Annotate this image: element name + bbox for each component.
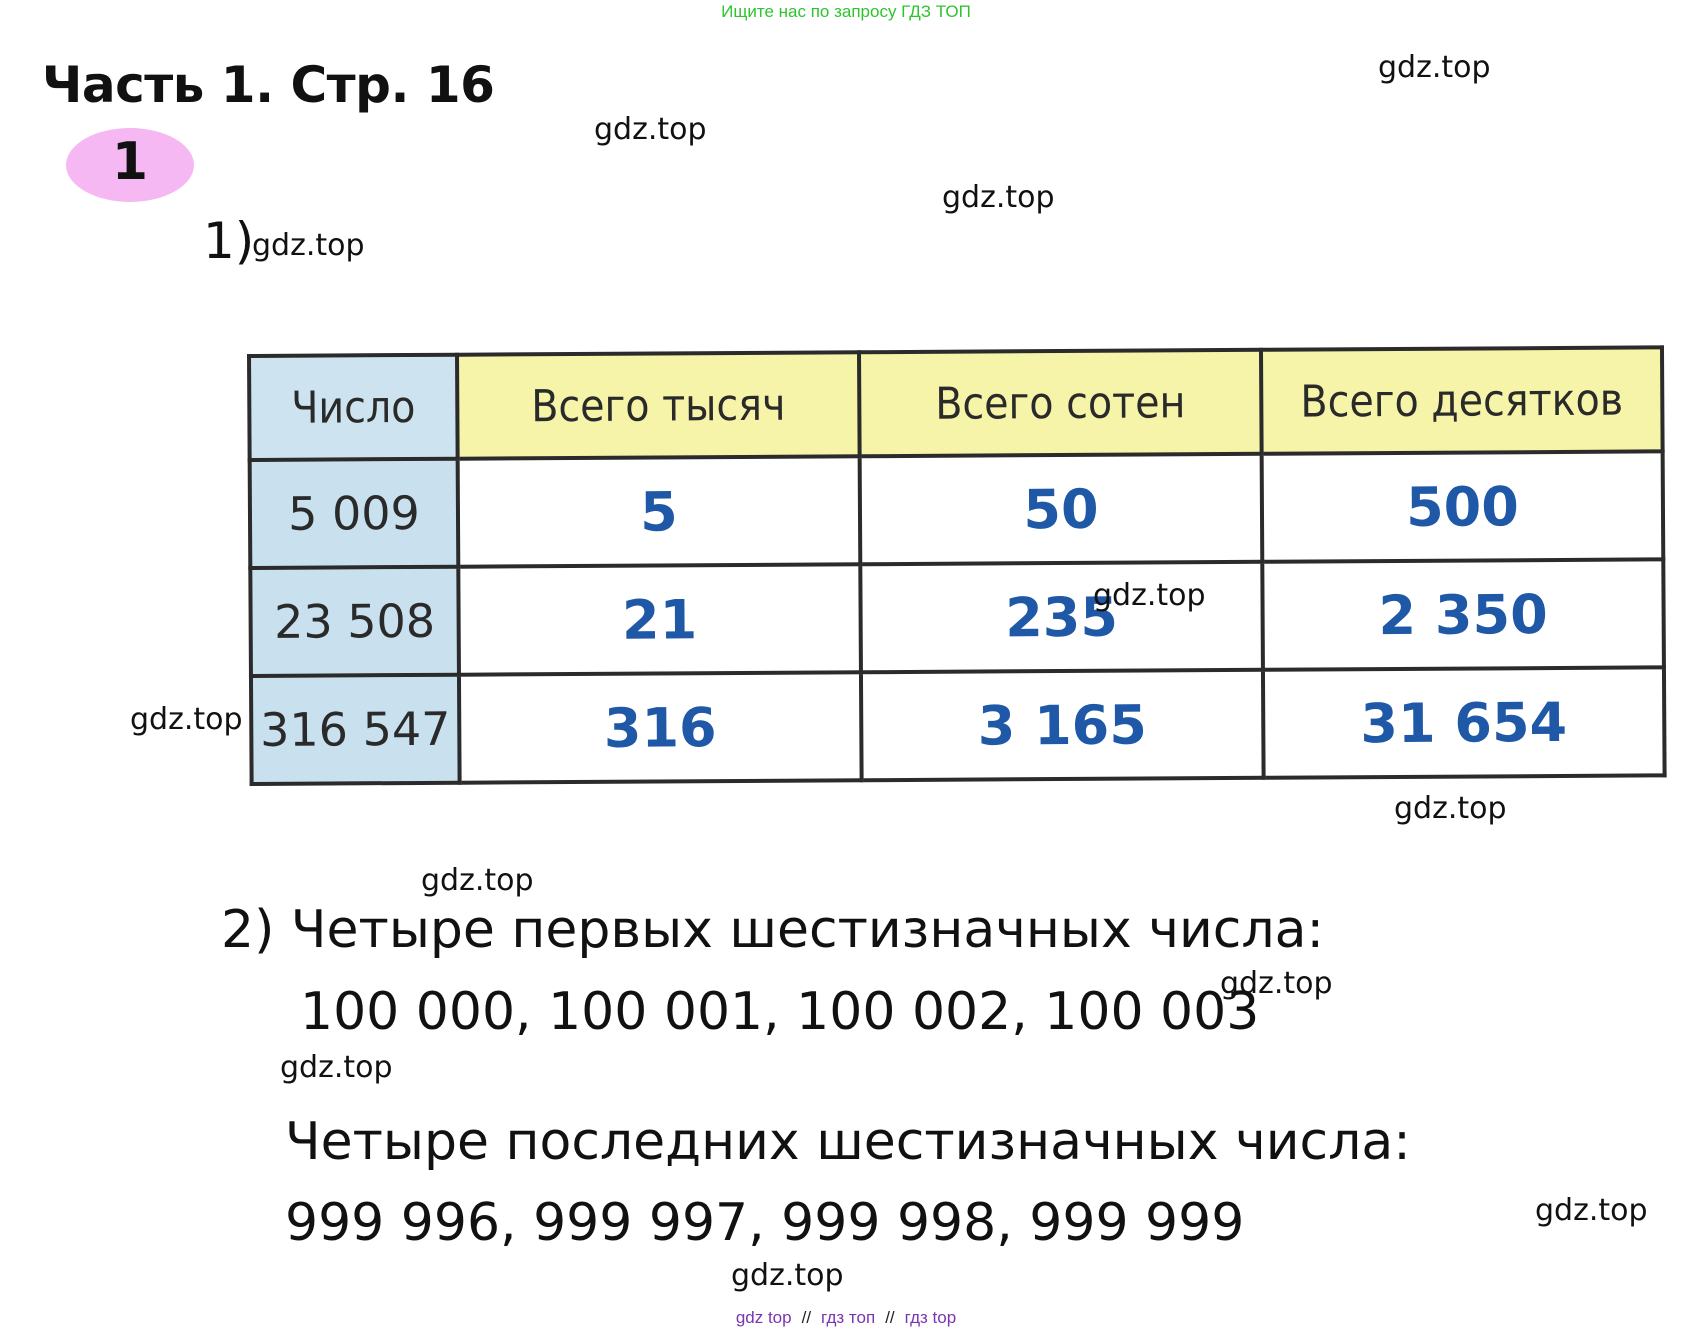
- answer-cell: 3 165: [861, 670, 1264, 780]
- footer-link[interactable]: гдз топ: [821, 1308, 876, 1327]
- watermark: gdz.top: [421, 863, 534, 898]
- answer-cell: 316: [459, 672, 862, 782]
- watermark: gdz.top: [130, 702, 243, 737]
- answer-table: [247, 345, 1667, 786]
- table-header-row: [249, 347, 1663, 460]
- footer-separator: //: [885, 1308, 895, 1327]
- column-header: Всего сотен: [859, 350, 1262, 456]
- part2-first-label: 2) Четыре первых шестизначных числа:: [221, 900, 1324, 960]
- number-cell: 23 508: [250, 567, 459, 676]
- watermark: gdz.top: [1535, 1193, 1648, 1228]
- footer-link[interactable]: гдз top: [904, 1308, 957, 1327]
- top-banner: Ищите нас по запросу ГДЗ ТОП: [721, 2, 971, 21]
- column-header: Всего десятков: [1261, 347, 1663, 453]
- part2-last-values: 999 996, 999 997, 999 998, 999 999: [285, 1193, 1245, 1253]
- watermark: gdz.top: [942, 180, 1055, 215]
- part1-label: 1): [203, 212, 255, 270]
- answer-cell: 21: [458, 564, 861, 674]
- footer-links: [0, 1308, 1692, 1328]
- task-number-badge: [66, 128, 194, 202]
- task-number: 1: [111, 132, 149, 192]
- answer-cell: 5: [458, 456, 861, 566]
- answer-cell: 235: [860, 562, 1263, 672]
- watermark: gdz.top: [1093, 578, 1206, 613]
- watermark: gdz.top: [1220, 966, 1333, 1001]
- part2-first-values: 100 000, 100 001, 100 002, 100 003: [300, 982, 1260, 1042]
- answer-cell: 50: [860, 454, 1263, 564]
- answer-cell: 2 350: [1262, 559, 1664, 669]
- page-title: Часть 1. Стр. 16: [42, 56, 495, 114]
- table-row: [250, 451, 1664, 568]
- column-header: Число: [249, 355, 458, 460]
- part2-last-label: Четыре последних шестизначных числа:: [285, 1112, 1411, 1172]
- watermark: gdz.top: [1394, 791, 1507, 826]
- table-row: [251, 667, 1665, 784]
- watermark: gdz.top: [252, 228, 365, 263]
- watermark: gdz.top: [280, 1050, 393, 1085]
- column-header: Всего тысяч: [457, 352, 860, 458]
- answer-cell: 500: [1262, 451, 1664, 561]
- number-cell: 316 547: [251, 675, 460, 784]
- watermark: gdz.top: [594, 112, 707, 147]
- watermark: gdz.top: [731, 1258, 844, 1293]
- answer-cell: 31 654: [1263, 667, 1665, 777]
- footer-link[interactable]: gdz top: [735, 1308, 792, 1327]
- watermark: gdz.top: [1378, 50, 1491, 85]
- table-row: [250, 559, 1664, 676]
- footer-separator: //: [801, 1308, 812, 1327]
- number-cell: 5 009: [250, 459, 459, 568]
